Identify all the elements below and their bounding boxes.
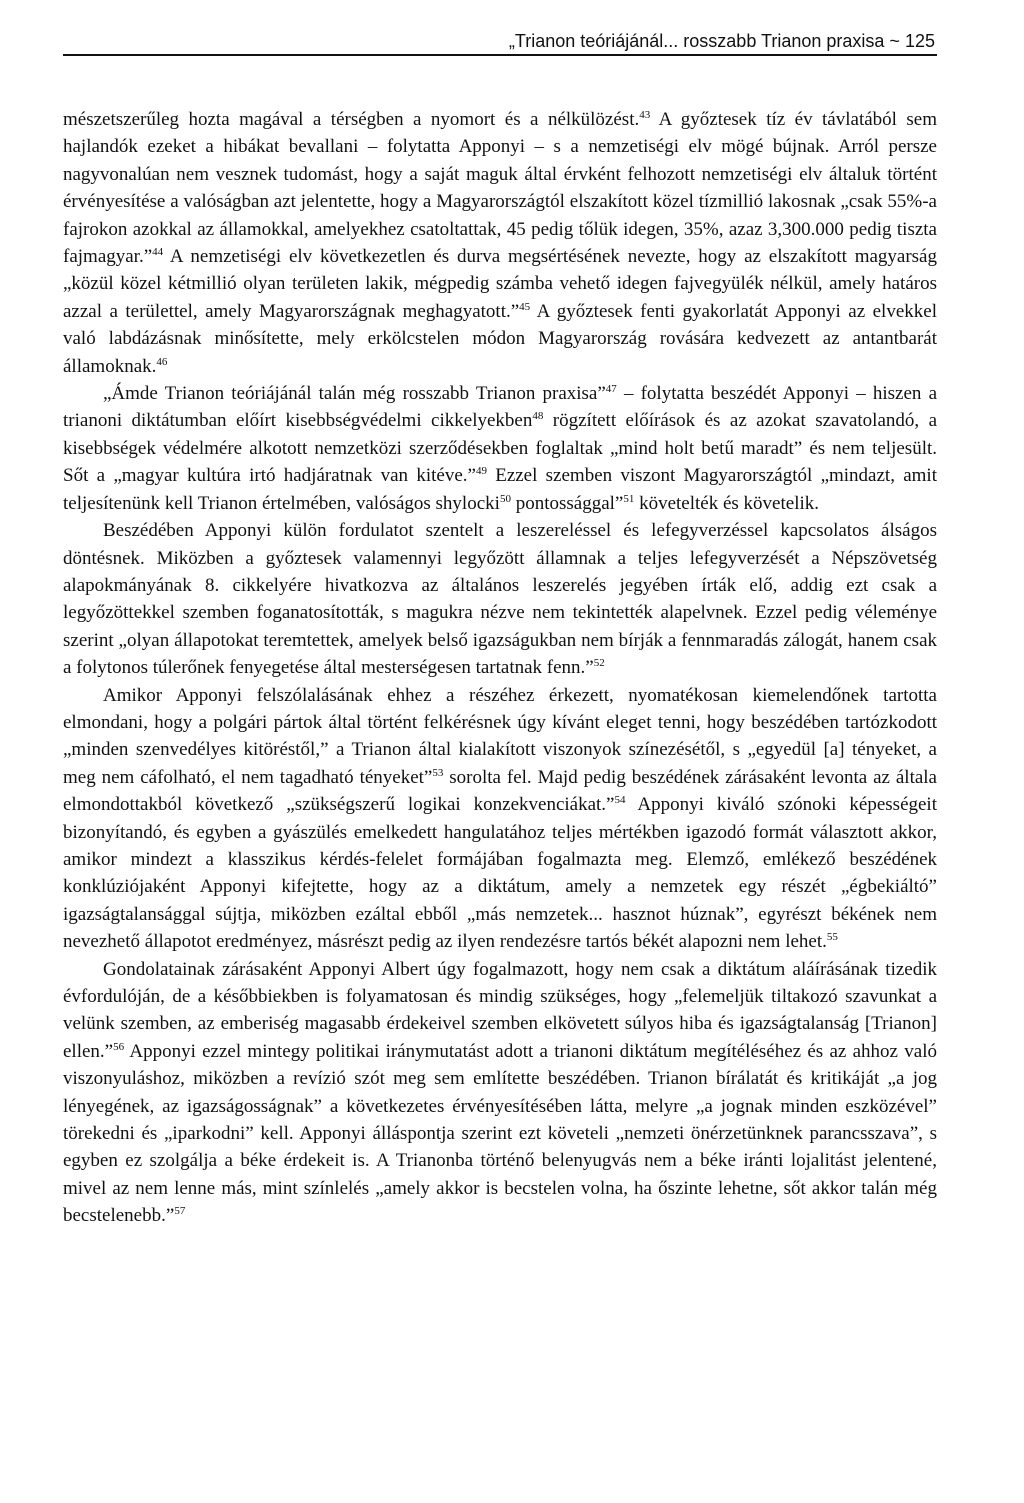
footnote-ref: 47 <box>605 383 617 396</box>
footnote-ref: 52 <box>593 657 605 670</box>
footnote-ref: 56 <box>113 1040 125 1053</box>
text-run: – folytatta beszédét Apponyi – hiszen a trianoni diktátumban előírt kisebbségvédelmi cikkelyekben <box>63 383 937 432</box>
footnote-ref: 43 <box>639 109 651 121</box>
footnote-ref: 51 <box>623 492 635 505</box>
text-run: Gondolatainak zárásaként Apponyi Albert úgy fogalmazott, hogy nem csak a diktátum aláírásának tizedik évfordulóján, de a későbbiekben is folyamatosan és mindig szükséges, hogy „felemeljük tiltakozó szavunkat a velünk szemben, az emberiség magasabb érdekeivel szemben elkövetett súlyos hiba és igazságtalanság [Trianon] ellen.” <box>63 958 937 1062</box>
text-run: Ezzel szemben viszont Magyarországtól „mindazt, amit teljesítenünk kell Trianon értelmében, valóságos shylocki <box>63 465 937 514</box>
text-run: „Ámde Trianon teóriájánál talán még rosszabb Trianon praxisa” <box>103 383 606 405</box>
paragraph <box>63 380 937 517</box>
footnote-ref: 53 <box>432 766 444 779</box>
page-number: 125 <box>904 31 935 51</box>
text-run: Apponyi ezzel mintegy politikai iránymutatást adott a trianoni diktátum megítéléséhez és az ahhoz való viszonyuláshoz, miközben a revízió szót meg sem említette beszédében. Trianon bírálatát és kritikáját „a jog lényegének, az igazságosságnak” a következetes érvényesítésében látta, melyre „a jognak minden eszközével” törekedni és „iparkodni” kell. Apponyi álláspontja szerint ezt követeli „nemzeti önérzetünknek parancsszava”, s egyben ez szolgálja a béke érdekeit is. A Trianonba történő belenyugvás nem a béke iránti lojalitást jelentené, mivel az nem lenne más, mint színlelés „amely akkor is becstelen volna, ha őszinte lehetne, sőt akkor talán még becstelenebb.” <box>63 1040 937 1227</box>
footnote-ref: 50 <box>499 492 511 505</box>
text-run: Beszédében Apponyi külön fordulatot szentelt a leszereléssel és lefegyverzéssel kapcsolatos álságos döntésnek. Miközben a győztesek valamennyi legyőzött államnak a teljes lefegyverzését a Népszövetség alapokmányának 8. cikkelyére hivatkozva az általános leszerelés jegyében írták elő, addig ezt csak a legyőzöttekkel szemben foganatosították, s magukra nézve nem tekintették alapelvnek. Ezzel pedig véleménye szerint „olyan állapotokat teremtettek, amelyek belső igazságukban nem bírják a fennmaradás zálogát, hanem csak a folytonos túlerőnek fenyegetése által mesterségesen tartatnak fenn.” <box>63 520 937 679</box>
running-title: „Trianon teóriájánál... rosszabb Trianon praxisa <box>508 31 885 51</box>
footnote-ref: 44 <box>152 246 164 259</box>
footnote-ref: 55 <box>826 931 838 944</box>
footnote-ref: 46 <box>156 355 168 368</box>
footnote-ref: 48 <box>532 410 544 423</box>
text-run: A győztesek fenti gyakorlatát Apponyi az elvekkel való labdázásnak minősítette, mely erkölcstelen módon Magyarország rovására kedvezett az antantbarát államoknak. <box>63 300 937 377</box>
paragraph <box>63 106 937 380</box>
text-run: mészetszerűleg hozta magával a térségben a nyomort és a nélkülözést. <box>63 109 640 130</box>
text-run: követelték és követelik. <box>634 492 820 514</box>
paragraph <box>63 682 937 956</box>
paragraph <box>63 517 937 681</box>
text-run: Amikor Apponyi felszólalásának ehhez a részéhez érkezett, nyomatékosan kiemelendőnek tartotta elmondani, hogy a polgári pártok által történt felkérésnek úgy kívánt eleget tenni, hogy beszédében tartózkodott „minden szenvedélyes kitöréstől,” a Trianon által kialakított viszonyok színezésétől, s „egyedül [a] tényeket, a meg nem cáfolható, el nem tagadható tényeket” <box>63 684 937 788</box>
footnote-ref: 54 <box>614 794 626 807</box>
text-run: sorolta fel. Majd pedig beszédének zárásaként levonta az általa elmondottakból következő „szükségszerű logikai konzekvenciákat.” <box>63 766 937 816</box>
text-run: A győztesek tíz év távlatából sem hajlandók ezeket a hibákat bevallani – folytatta Apponyi – s a nemzetiségi elv mögé bújnak. Arról persze nagyvonalúan nem vesznek tudomást, hogy a saját maguk által érvként felhozott nemzetiségi elv általuk történt érvényesítése a valóságban azt jelentette, hogy a Magyarországtól elszakított közel tízmillió lakosnak „csak 55%-a fajrokon azokkal az államokkal, amelyekhez csatoltattak, 45 pedig tőlük idegen, 35%, azaz 3,300.000 pedig tiszta fajmagyar.” <box>63 109 937 268</box>
header-rule <box>63 54 937 56</box>
running-header <box>63 30 937 52</box>
text-run: rögzített előírások és az azokat szavatolandó, a kisebbségek védelmére alkotott nemzetközi szerződésekben foglaltak „mind holt betű maradt” és nem teljesült. Sőt a „magyar kultúra irtó hadjáratnak van kitéve.” <box>63 410 938 487</box>
body-text <box>63 106 937 1230</box>
book-page <box>63 30 937 1230</box>
text-run: pontossággal” <box>510 492 624 514</box>
footnote-ref: 45 <box>519 300 531 313</box>
paragraph <box>63 956 937 1230</box>
footnote-ref: 57 <box>174 1205 186 1218</box>
text-run: Apponyi kiváló szónoki képességeit bizonyítandó, és egyben a gyászülés emelkedett hangulatához teljes mértékben igazodó formát választott akkor, amikor mindezt a klasszikus kérdés-felelet formájában fogalmazta meg. Elemző, emlékező beszédének konklúziójaként Apponyi kifejtette, hogy az a diktátum, amely a nemzetek egy részét „égbekiáltó” igazságtalansággal sújtja, miközben ezáltal ebből „más nemzetek... hasznot húznak”, egyrészt békének nem nevezhető állapotot eredményez, másrészt pedig az ilyen rendezésre tartós békét alapozni nem lehet. <box>63 794 937 953</box>
header-separator: ~ <box>889 31 900 51</box>
text-run: A nemzetiségi elv következetlen és durva megsértésének nevezte, hogy az elszakított magyarság „közül közel kétmillió olyan területen lakik, mégpedig számba vehető idegen fajvegyülék nélkül, amely határos azzal a területtel, amely Magyarországnak meghagyatott.” <box>63 246 937 322</box>
footnote-ref: 49 <box>475 465 487 478</box>
